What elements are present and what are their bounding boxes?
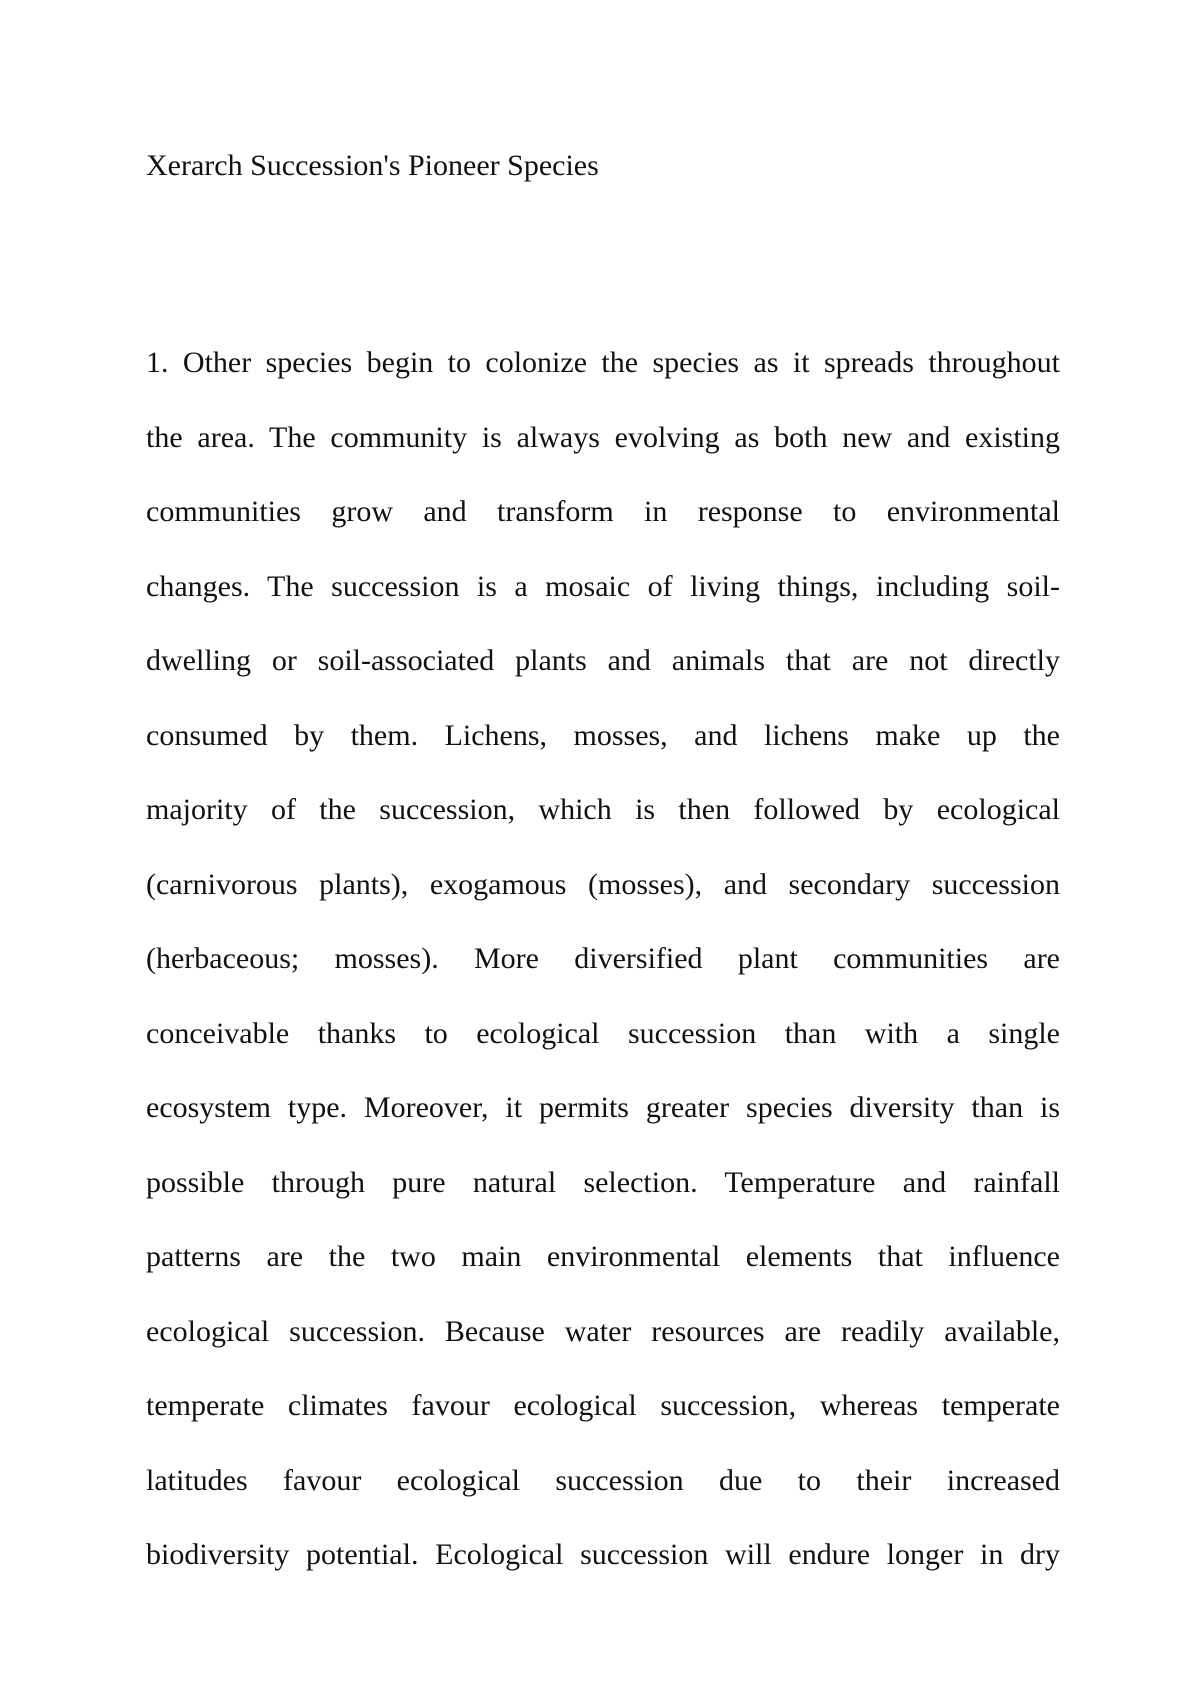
text-line: the area. The community is always evolving as both new and existing bbox=[146, 420, 1060, 454]
text-line: patterns are the two main environmental elements that influence bbox=[146, 1240, 1060, 1273]
text-line: ecosystem type. Moreover, it permits greater species diversity than is bbox=[146, 1091, 1060, 1124]
body-paragraph bbox=[146, 326, 1060, 1593]
text-line: changes. The succession is a mosaic of living things, including soil- bbox=[146, 569, 1060, 603]
text-line: (herbaceous; mosses). More diversified plant communities are bbox=[146, 942, 1060, 975]
text-line: latitudes favour ecological succession due to their increased bbox=[146, 1463, 1060, 1497]
text-line: 1. Other species begin to colonize the species as it spreads throughout bbox=[146, 346, 1060, 379]
text-line: biodiversity potential. Ecological succession will endure longer in dry bbox=[146, 1538, 1060, 1571]
text-line: dwelling or soil-associated plants and animals that are not directly bbox=[146, 644, 1060, 677]
text-line: majority of the succession, which is then followed by ecological bbox=[146, 793, 1060, 826]
text-line: possible through pure natural selection. Temperature and rainfall bbox=[146, 1165, 1060, 1199]
text-line: consumed by them. Lichens, mosses, and lichens make up the bbox=[146, 718, 1060, 752]
text-line: (carnivorous plants), exogamous (mosses), and secondary succession bbox=[146, 867, 1060, 901]
text-line: conceivable thanks to ecological succession than with a single bbox=[146, 1016, 1060, 1050]
document-title: Xerarch Succession's Pioneer Species bbox=[146, 149, 599, 182]
text-line: communities grow and transform in response to environmental bbox=[146, 495, 1060, 528]
text-line: temperate climates favour ecological succession, whereas temperate bbox=[146, 1389, 1060, 1422]
text-line: ecological succession. Because water resources are readily available, bbox=[146, 1314, 1060, 1348]
